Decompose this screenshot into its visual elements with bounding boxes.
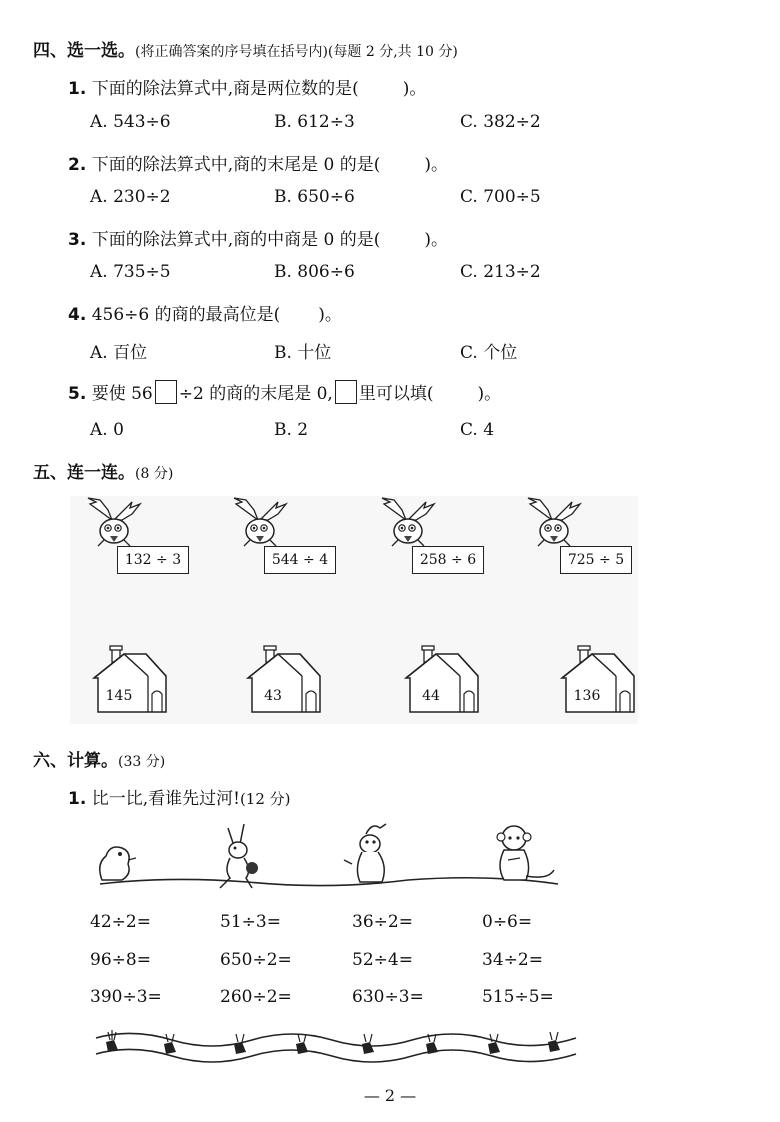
question-end: )。 [318, 305, 342, 325]
option-b: B. 650÷6 [274, 187, 355, 207]
question-5 [68, 379, 501, 404]
question-text: ÷2 的商的末尾是 0, [178, 384, 333, 404]
option-c: C. 个位 [460, 343, 518, 363]
stone-icon [488, 1034, 500, 1054]
animals-illustration [88, 820, 568, 896]
question-text: 下面的除法算式中,商的中商是 0 的是( [91, 230, 381, 250]
option-b: B. 2 [274, 420, 309, 440]
question-end: )。 [477, 384, 502, 404]
option-b: B. 612÷3 [274, 112, 355, 132]
chick-icon [344, 824, 386, 882]
expression-box[interactable]: 132 ÷ 3 [117, 546, 189, 574]
section4-note: (将正确答案的序号填在括号内)(每题 2 分,共 10 分) [135, 44, 458, 60]
stone-icon [164, 1034, 176, 1054]
blank-box[interactable] [335, 380, 357, 404]
section6-heading [33, 746, 165, 771]
option-b: B. 十位 [274, 343, 332, 363]
calc-item: 51÷3= [220, 912, 281, 932]
question-text: 456÷6 的商的最高位是( [91, 305, 281, 325]
bird-icon [228, 498, 288, 550]
stone-icon [362, 1034, 374, 1054]
stone-icon [296, 1034, 308, 1054]
option-c: C. 700÷5 [460, 187, 541, 207]
question-text: 要使 56 [91, 384, 153, 404]
section4-title: 四、选一选。 [33, 41, 135, 61]
question-text: 下面的除法算式中,商是两位数的是( [91, 79, 359, 99]
question-number: 4. [68, 305, 87, 325]
house-icon[interactable] [404, 646, 480, 716]
option-c: C. 213÷2 [460, 262, 541, 282]
question-1 [68, 74, 426, 99]
section5-title: 五、连一连。 [33, 463, 135, 483]
page-number: — 2 — [363, 1086, 417, 1105]
question-number: 2. [68, 155, 87, 175]
river-illustration [92, 1024, 578, 1076]
option-a: A. 735÷5 [90, 262, 171, 282]
expression-box[interactable]: 725 ÷ 5 [560, 546, 632, 574]
section4-heading [33, 36, 458, 61]
section5-heading [33, 458, 173, 483]
house-number: 44 [422, 688, 440, 704]
question-text: 比一比,看谁先过河! [91, 789, 240, 809]
bird-icon [82, 498, 142, 550]
question-text: 下面的除法算式中,商的末尾是 0 的是( [91, 155, 381, 175]
house-number: 145 [105, 688, 133, 704]
calc-item: 96÷8= [90, 950, 151, 970]
section5-note: (8 分) [135, 466, 174, 482]
question-end: )。 [402, 79, 427, 99]
question-number: 1. [68, 789, 87, 809]
house-number: 43 [264, 688, 282, 704]
question-end: )。 [424, 155, 449, 175]
option-c: C. 382÷2 [460, 112, 541, 132]
monkey-icon [497, 826, 554, 880]
house-icon[interactable] [560, 646, 636, 716]
bird-icon [522, 498, 582, 550]
creature-icon [100, 847, 136, 880]
question-end: )。 [424, 230, 449, 250]
calc-item: 630÷3= [352, 987, 424, 1007]
stone-icon [106, 1030, 118, 1052]
bird-icon [376, 498, 436, 550]
question-number: 3. [68, 230, 87, 250]
option-b: B. 806÷6 [274, 262, 355, 282]
question-number: 1. [68, 79, 87, 99]
option-a: A. 百位 [90, 343, 148, 363]
blank-box[interactable] [155, 380, 177, 404]
option-a: A. 0 [90, 420, 124, 440]
calc-item: 34÷2= [482, 950, 543, 970]
option-c: C. 4 [460, 420, 495, 440]
expression-box[interactable]: 258 ÷ 6 [412, 546, 484, 574]
house-number: 136 [573, 688, 601, 704]
question-text: 里可以填( [358, 384, 434, 404]
section6-title: 六、计算。 [33, 751, 118, 771]
calc-item: 0÷6= [482, 912, 533, 932]
calc-item: 42÷2= [90, 912, 151, 932]
house-icon[interactable] [246, 646, 322, 716]
question-3 [68, 225, 448, 250]
calc-item: 650÷2= [220, 950, 292, 970]
option-a: A. 230÷2 [90, 187, 171, 207]
question-4 [68, 300, 342, 325]
question-score: (12 分) [239, 790, 291, 808]
calc-question-1 [68, 784, 291, 809]
calc-item: 36÷2= [352, 912, 413, 932]
question-2 [68, 150, 448, 175]
calc-item: 515÷5= [482, 987, 554, 1007]
section6-note: (33 分) [118, 754, 166, 770]
option-a: A. 543÷6 [90, 112, 171, 132]
calc-item: 390÷3= [90, 987, 162, 1007]
calc-item: 260÷2= [220, 987, 292, 1007]
question-number: 5. [68, 384, 87, 404]
rabbit-icon [220, 824, 258, 888]
stone-icon [234, 1034, 246, 1054]
calc-item: 52÷4= [352, 950, 413, 970]
house-icon[interactable] [92, 646, 168, 716]
expression-box[interactable]: 544 ÷ 4 [264, 546, 336, 574]
